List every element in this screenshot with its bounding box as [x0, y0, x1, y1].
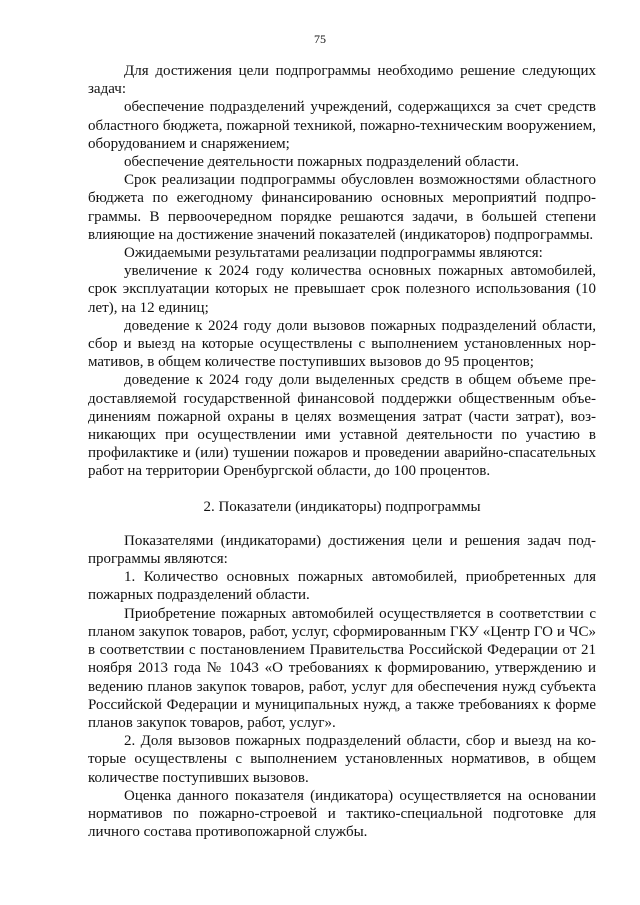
paragraph: доведение к 2024 году доли выделенных средств в общем объеме предоставляемой государственной финансовой поддержки общественным объединениям пожарной охраны в целях возмещения затрат (части затрат), возникающих при осуществлении ими уставной деятельности по участию в профилактике и (или) тушении пожаров и проведении аварийно-спасательных работ на территории Оренбургской области, до 100 процентов. [88, 372, 596, 480]
page-number: 75 [314, 32, 326, 46]
paragraph: доведение к 2024 году доли вызовов пожарных подразделений области, сбор и выезд на которые осуществлены с выполнением установленных нормативов, в общем количестве поступивших вызовов до 95 процентов; [88, 317, 596, 371]
paragraph: обеспечение подразделений учреждений, содержащихся за счет средств областного бюджета, пожарной техникой, пожарно-техническим вооружением, оборудованием и снаряжением; [88, 99, 596, 152]
paragraph: увеличение к 2024 году количества основных пожарных автомобилей, срок эксплуатации которых не превышает срок полезного использования (10 лет), на 12 единиц; [88, 263, 596, 316]
document-body [88, 62, 596, 841]
paragraph: Ожидаемыми результатами реализации подпрограммы являются: [124, 245, 543, 262]
paragraph: Срок реализации подпрограммы обусловлен возможностями областного бюджета по ежегодному финансированию основных мероприятий подпрограммы. В первоочередном порядке решаются задачи, в большей степени влияющие на достижение значений показателей (индикаторов) подпрограммы. [88, 172, 596, 243]
paragraph: обеспечение деятельности пожарных подразделений области. [124, 154, 519, 171]
section-heading: 2. Показатели (индикаторы) подпрограммы [203, 498, 481, 515]
paragraph: 2. Доля вызовов пожарных подразделений области, сбор и выезд на которые осуществлены с выполнением установленных нормативов, в общем количестве поступивших вызовов. [88, 733, 596, 786]
paragraph: Оценка данного показателя (индикатора) осуществляется на основании нормативов по пожарно-строевой и тактико-специальной подготовке для личного состава противопожарной службы. [88, 787, 596, 841]
paragraph: Для достижения цели подпрограммы необходимо решение следующих задач: [88, 63, 596, 98]
paragraph: 1. Количество основных пожарных автомобилей, приобретенных для пожарных подразделений области. [88, 569, 596, 604]
paragraph: Приобретение пожарных автомобилей осуществляется в соответствии с планом закупок товаров, работ, услуг, сформированным ГКУ «Центр ГО и ЧС» в соответствии с постановлением Правительства Российской Федерации от 21 ноября 2013 года № 1043 «О требованиях к формированию, утверждению и ведению планов закупок товаров, работ, услуг для обеспечения нужд субъекта Российской Федерации и муниципальных нужд, а также требованиях к форме планов закупок товаров, работ, услуг». [88, 605, 596, 731]
paragraph: Показателями (индикаторами) достижения цели и решения задач подпрограммы являются: [88, 532, 596, 568]
